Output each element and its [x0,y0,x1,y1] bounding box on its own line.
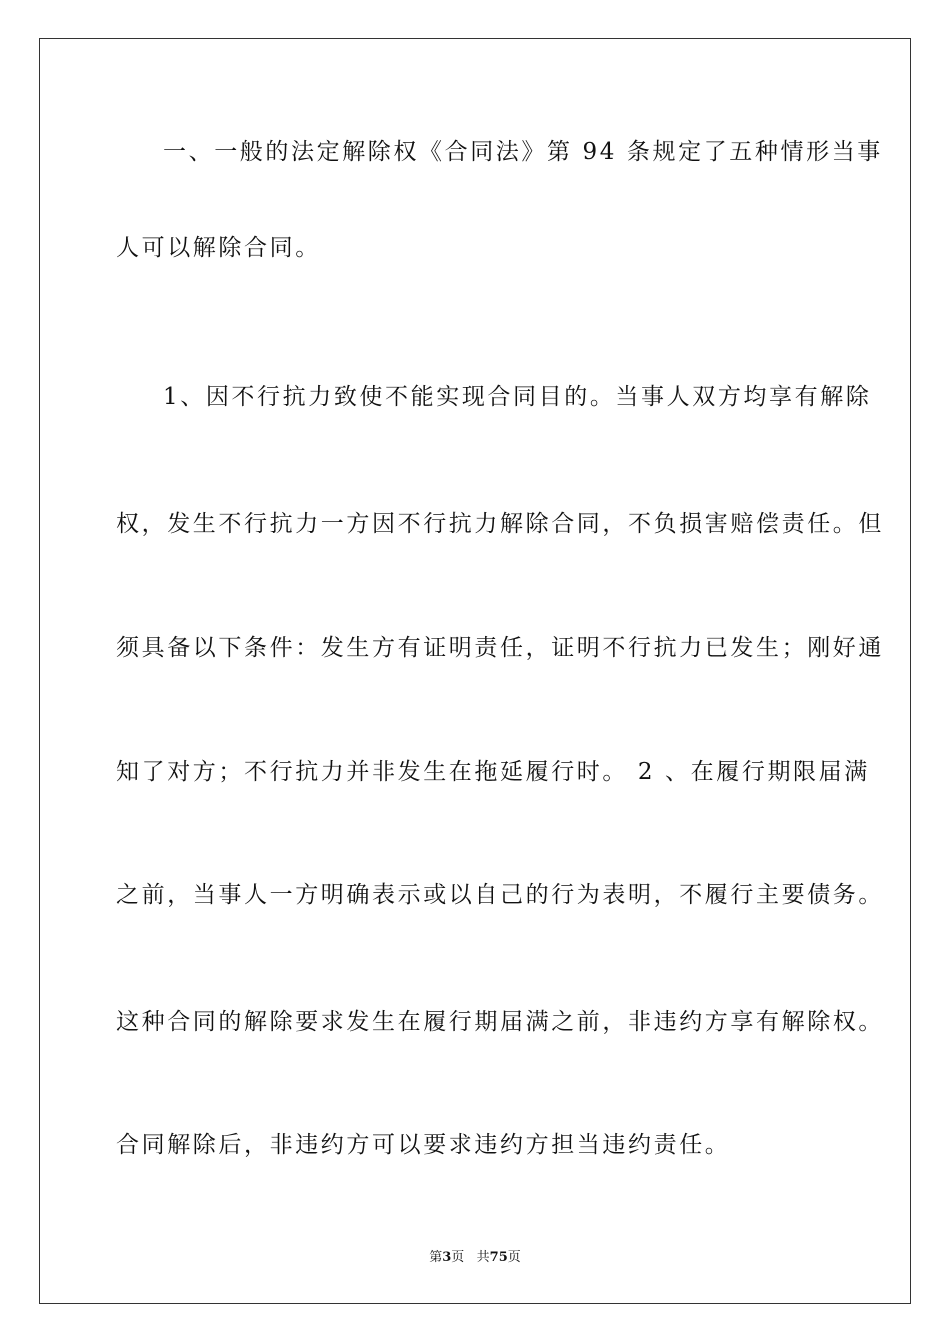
footer-page-mid: 页 共 [451,1250,490,1265]
paragraph-2-line-5: 之前，当事人一方明确表示或以自己的行为表明，不履行主要债务。 [116,882,884,908]
footer-page-prefix: 第 [429,1250,443,1265]
page-border [39,38,911,1304]
paragraph-2-line-4: 知了对方；不行抗力并非发生在拖延履行时。 2 、在履行期限届满 [116,759,870,785]
footer-page-total: 75 [489,1250,508,1265]
footer-page-current: 3 [442,1250,452,1265]
paragraph-2-line-6: 这种合同的解除要求发生在履行期届满之前，非违约方享有解除权。 [116,1009,884,1035]
paragraph-1-line-2: 人可以解除合同。 [116,235,321,261]
paragraph-2-line-1: 1、因不行抗力致使不能实现合同目的。当事人双方均享有解除 [163,384,872,410]
page-footer [0,1246,950,1265]
paragraph-2-line-2: 权，发生不行抗力一方因不行抗力解除合同，不负损害赔偿责任。但 [116,511,884,537]
paragraph-1-line-1: 一、一般的法定解除权《合同法》第 94 条规定了五种情形当事 [163,139,883,165]
paragraph-2-line-7: 合同解除后，非违约方可以要求违约方担当违约责任。 [116,1132,731,1158]
footer-page-suffix: 页 [507,1250,521,1265]
paragraph-2-line-3: 须具备以下条件：发生方有证明责任，证明不行抗力已发生；刚好通 [116,635,884,661]
